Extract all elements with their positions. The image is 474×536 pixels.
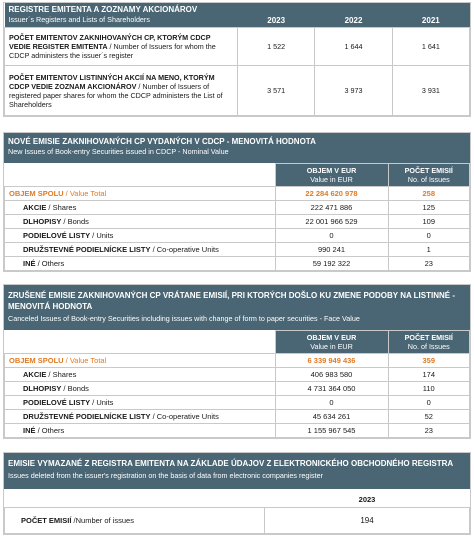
- row-label-en: / Co-operative Units: [150, 412, 219, 421]
- cell-count: 23: [388, 424, 470, 438]
- cell-count: 0: [388, 396, 470, 410]
- row-label: PODIELOVÉ LISTY: [23, 231, 91, 240]
- cell-value: 6 339 949 436: [275, 354, 388, 368]
- section-subtitle: Issuer´s Registers and Lists of Shareholders: [8, 15, 150, 24]
- table-row: [5, 396, 470, 410]
- cell-value: 3 931: [392, 66, 469, 116]
- total-row: [5, 354, 470, 368]
- row-label-en: / Bonds: [61, 384, 89, 393]
- row-label: OBJEM SPOLU: [9, 189, 64, 198]
- cell-value: 45 634 261: [275, 410, 388, 424]
- row-label: DRUŽSTEVNÉ PODIELNÍCKE LISTY: [23, 245, 151, 254]
- row-label-en: / Shares: [46, 203, 77, 212]
- row-label: OBJEM SPOLU: [9, 356, 64, 365]
- deleted-issues-table: [4, 489, 470, 534]
- table-row: [5, 368, 470, 382]
- row-label: AKCIE: [23, 370, 47, 379]
- cell-value: 1 522: [238, 28, 315, 66]
- canceled-issues-table: [4, 330, 470, 438]
- section-subtitle: New Issues of Book-entry Securities issued in CDCP - Nominal Value: [8, 147, 229, 156]
- table-row: [5, 66, 470, 116]
- cell-value: 222 471 886: [275, 201, 388, 215]
- row-label-en: / Number of Issuers of registered paper shares for whom the CDCP administers the List of Shareholders: [9, 81, 223, 109]
- row-label-en: / Value Total: [63, 356, 107, 365]
- section-subtitle: Issues deleted from the issuer's registration on the basis of data from electronic companies register: [8, 471, 323, 480]
- row-label-en: / Number of Issuers for whom the CDCP administers the issuer´s register: [9, 42, 216, 60]
- row-label: POČET EMITENTOV LISTINNÝCH AKCIÍ NA MENO, KTORÝM CDCP VEDIE ZOZNAM AKCIONÁROV: [9, 72, 215, 91]
- row-label-en: / Others: [35, 426, 65, 435]
- cell-value: 22 001 966 529: [275, 215, 388, 229]
- table-row: [5, 229, 470, 243]
- row-label: DLHOPISY: [23, 384, 62, 393]
- new-issues-table: [4, 163, 470, 271]
- column-header-value: OBJEM V EUR Value in EUR: [275, 164, 388, 187]
- cell-value: 22 284 620 978: [275, 187, 388, 201]
- cell-value: 0: [275, 229, 388, 243]
- table-row: [5, 410, 470, 424]
- table-row: [5, 201, 470, 215]
- row-label-en: / Others: [35, 259, 65, 268]
- new-issues-section: [3, 132, 471, 272]
- row-label: AKCIE: [23, 203, 47, 212]
- year-header: 2021: [421, 16, 440, 25]
- row-label: DLHOPISY: [23, 217, 62, 226]
- cell-value: 406 983 580: [275, 368, 388, 382]
- column-header-count: POČET EMISIÍ No. of Issues: [388, 164, 470, 187]
- row-label-en: / Bonds: [61, 217, 89, 226]
- table-row: [5, 28, 470, 66]
- row-label: POČET EMITENTOV ZAKNIHOVANÝCH CP, KTORÝM CDCP VEDIE REGISTER EMITENTA: [9, 33, 211, 51]
- table-row: [5, 215, 470, 229]
- cell-count: 52: [388, 410, 470, 424]
- cell-value: 1 644: [315, 28, 392, 66]
- table-row: [5, 243, 470, 257]
- row-label: PODIELOVÉ LISTY: [23, 398, 91, 407]
- cell-value: 59 192 322: [275, 257, 388, 271]
- section-title: ZRUŠENÉ EMISIE ZAKNIHOVANÝCH CP VRÁTANE EMISIÍ, PRI KTORÝCH DOŠLO KU ZMENE PODOBY NA LISTINNÉ - MENOVITÁ HODNOTA: [8, 291, 455, 311]
- canceled-issues-section: [3, 284, 471, 439]
- cell-value: 3 973: [315, 66, 392, 116]
- cell-count: 109: [388, 215, 470, 229]
- column-header-count: POČET EMISIÍ No. of Issues: [388, 331, 470, 354]
- section-subtitle: Canceled Issues of Book-entry Securities including issues with change of form to paper securities - Face Value: [8, 314, 360, 323]
- cell-value: 1 155 967 545: [275, 424, 388, 438]
- year-header: 2022: [344, 16, 363, 25]
- row-label-en: / Value Total: [63, 189, 107, 198]
- cell-value: 4 731 364 050: [275, 382, 388, 396]
- cell-count: 1: [388, 243, 470, 257]
- cell-value: 0: [275, 396, 388, 410]
- cell-value: 194: [265, 508, 470, 534]
- row-label-en: /Number of issues: [71, 516, 134, 525]
- table-row: [5, 424, 470, 438]
- cell-count: 110: [388, 382, 470, 396]
- table-row: [5, 508, 470, 534]
- row-label-en: / Co-operative Units: [150, 245, 219, 254]
- row-label: INÉ: [23, 426, 36, 435]
- row-label: DRUŽSTEVNÉ PODIELNÍCKE LISTY: [23, 412, 151, 421]
- section-title: EMISIE VYMAZANÉ Z REGISTRA EMITENTA NA ZÁKLADE ÚDAJOV Z ELEKTRONICKÉHO OBCHODNÉHO REGISTRA: [8, 459, 454, 468]
- cell-count: 258: [388, 187, 470, 201]
- total-row: [5, 187, 470, 201]
- table-row: [5, 382, 470, 396]
- row-label: POČET EMISIÍ: [21, 516, 72, 525]
- cell-count: 359: [388, 354, 470, 368]
- row-label-en: / Units: [90, 231, 114, 240]
- cell-count: 125: [388, 201, 470, 215]
- cell-count: 23: [388, 257, 470, 271]
- deleted-issues-section: [3, 452, 471, 535]
- cell-value: 990 241: [275, 243, 388, 257]
- issuer-registers-section: [3, 2, 471, 117]
- issuer-registers-table: [4, 3, 470, 116]
- row-label-en: / Shares: [46, 370, 77, 379]
- year-header: 2023: [267, 16, 286, 25]
- cell-value: 3 571: [238, 66, 315, 116]
- cell-count: 0: [388, 229, 470, 243]
- year-header: 2023: [358, 495, 376, 504]
- cell-count: 174: [388, 368, 470, 382]
- cell-value: 1 641: [392, 28, 469, 66]
- column-header-value: OBJEM V EUR Value in EUR: [275, 331, 388, 354]
- section-title: REGISTRE EMITENTA A ZOZNAMY AKCIONÁROV: [8, 5, 198, 14]
- row-label: INÉ: [23, 259, 36, 268]
- table-row: [5, 257, 470, 271]
- row-label-en: / Units: [90, 398, 114, 407]
- section-title: NOVÉ EMISIE ZAKNIHOVANÝCH CP VYDANÝCH V CDCP - MENOVITÁ HODNOTA: [8, 137, 316, 146]
